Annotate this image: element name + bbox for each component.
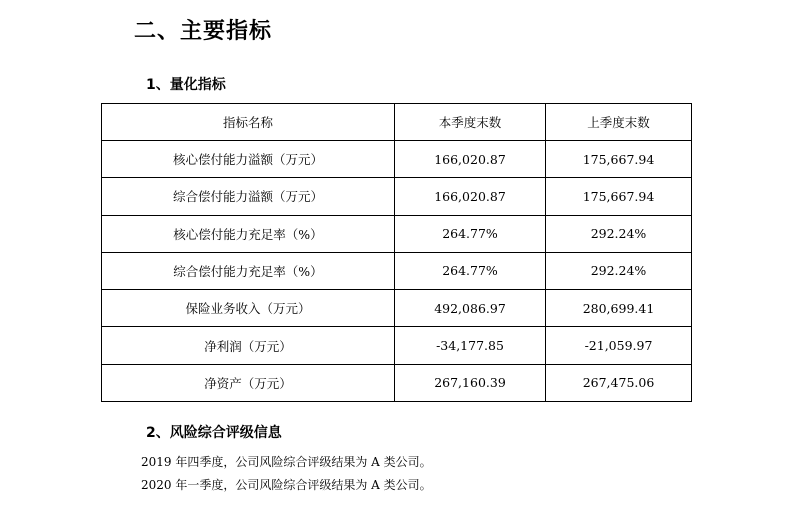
cell-indicator-name: 综合偿付能力充足率（%） — [102, 252, 395, 289]
rating-paragraph: 2020 年一季度，公司风险综合评级结果为 A 类公司。 — [141, 478, 432, 492]
section-title: 二、主要指标 — [134, 19, 273, 44]
table-header-row — [102, 104, 692, 141]
cell-previous-value: 292.24% — [546, 215, 692, 252]
cell-previous-value: 267,475.06 — [546, 364, 692, 401]
header-indicator-name: 指标名称 — [102, 104, 395, 141]
cell-indicator-name: 保险业务收入（万元） — [102, 290, 395, 327]
subsection-title-risk-rating: 2、风险综合评级信息 — [146, 425, 282, 441]
cell-current-value: -34,177.85 — [395, 327, 546, 364]
header-current-quarter: 本季度末数 — [395, 104, 546, 141]
subsection-title-quant: 1、量化指标 — [146, 77, 226, 93]
cell-previous-value: 175,667.94 — [546, 178, 692, 215]
cell-indicator-name: 核心偿付能力充足率（%） — [102, 215, 395, 252]
header-previous-quarter: 上季度末数 — [546, 104, 692, 141]
table-row — [102, 290, 692, 327]
table-row — [102, 364, 692, 401]
table-row — [102, 252, 692, 289]
table-row — [102, 215, 692, 252]
table-row — [102, 327, 692, 364]
cell-indicator-name: 净利润（万元） — [102, 327, 395, 364]
cell-previous-value: 175,667.94 — [546, 141, 692, 178]
cell-current-value: 264.77% — [395, 215, 546, 252]
cell-indicator-name: 核心偿付能力溢额（万元） — [102, 141, 395, 178]
cell-previous-value: 280,699.41 — [546, 290, 692, 327]
cell-indicator-name: 综合偿付能力溢额（万元） — [102, 178, 395, 215]
cell-current-value: 492,086.97 — [395, 290, 546, 327]
cell-indicator-name: 净资产（万元） — [102, 364, 395, 401]
rating-paragraph: 2019 年四季度，公司风险综合评级结果为 A 类公司。 — [141, 455, 432, 469]
cell-previous-value: 292.24% — [546, 252, 692, 289]
table-row — [102, 141, 692, 178]
metrics-table — [101, 103, 692, 402]
cell-current-value: 166,020.87 — [395, 178, 546, 215]
table-row — [102, 178, 692, 215]
cell-current-value: 166,020.87 — [395, 141, 546, 178]
cell-current-value: 264.77% — [395, 252, 546, 289]
cell-previous-value: -21,059.97 — [546, 327, 692, 364]
cell-current-value: 267,160.39 — [395, 364, 546, 401]
